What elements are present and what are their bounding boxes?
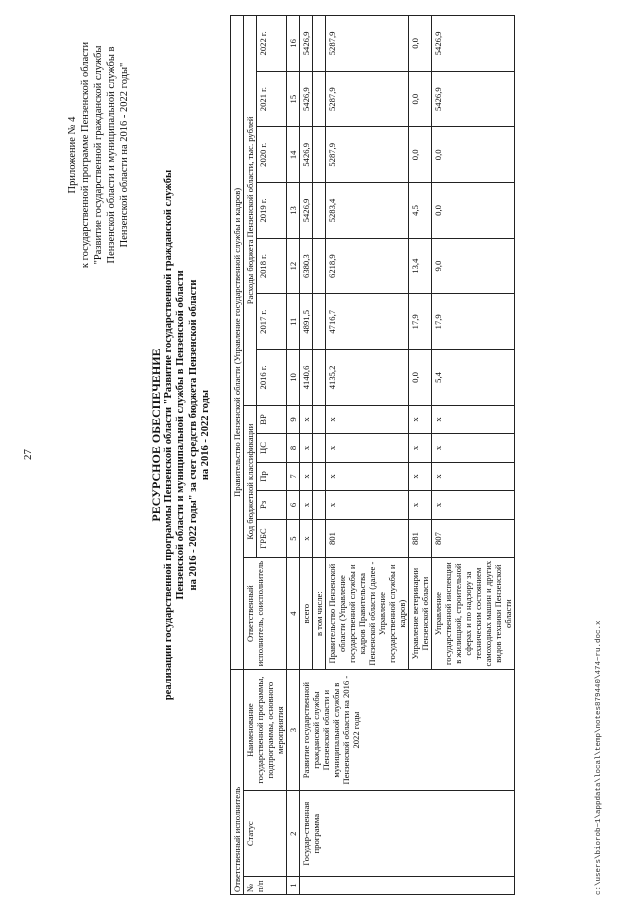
column-number: 12 [287,238,300,294]
title-line-2: Пензенской области и муниципальной службы в Пензенской области [175,270,186,600]
appendix-line-4: Пензенской области на 2016 - 2022 годы" [119,62,130,248]
column-number: 7 [287,462,300,490]
executor-cell: всего [300,558,313,669]
column-number-row [287,16,300,895]
column-number: 11 [287,294,300,350]
value-cell: 0,0 [432,183,515,239]
grbs-cell: x [300,519,313,558]
document-title [150,115,213,755]
value-cell: 5283,4 [326,183,409,239]
executor-value: Правительство Пензенской области (Управление государственной службы и кадров) [231,16,244,670]
grbs-cell: 881 [409,519,432,558]
header-budget-code: Код бюджетной классификации [244,405,257,558]
header-status: Статус [244,791,287,876]
grbs-cell: 807 [432,519,515,558]
value-cell [313,71,326,127]
title-line-4: на 2016 - 2022 годы [200,389,211,481]
value-cell: 4891,5 [300,294,313,350]
header-year: 2019 г. [257,183,287,239]
grbs-cell: 801 [326,519,409,558]
executor-cell: Правительство Пензенской области (Управление государственной службы и кадров Правительства Пензенской области (далее - Управление государственной службы и кадров) [326,558,409,669]
value-cell: 5426,9 [300,16,313,72]
executor-cell: Управление государственной инспекции в жилищной, строительной сферах и по надзору за техническим состоянием самоходных машин и других видов техники Пензенской области [432,558,515,669]
value-cell: 4,5 [409,183,432,239]
value-cell: 17,9 [409,294,432,350]
value-cell: 5426,9 [300,183,313,239]
column-number: 1 [287,876,300,894]
value-cell [313,238,326,294]
column-number: 2 [287,791,300,876]
header-row-executor [231,16,244,895]
cs-cell: x [432,434,515,462]
appendix-line-1: к государственной программе Пензенской области [80,41,91,269]
header-expenses: Расходы бюджета Пензенской области, тыс. рублей [244,16,257,406]
vr-cell: x [409,405,432,433]
column-number: 5 [287,519,300,558]
header-grbs: ГРБС [257,519,287,558]
header-row-1 [244,16,257,895]
value-cell: 5287,9 [326,127,409,183]
table-row [300,16,313,895]
value-cell: 0,0 [409,350,432,406]
value-cell: 4140,6 [300,350,313,406]
pr-cell: x [326,462,409,490]
column-number: 6 [287,491,300,519]
header-rz: Рз [257,491,287,519]
title-line-1: реализации государственной программы Пензенской области "Развитие государственной гражданской службы [162,169,174,701]
grbs-cell [313,519,326,558]
value-cell: 5287,9 [326,71,409,127]
row-number [300,876,515,894]
value-cell: 6380,3 [300,238,313,294]
value-cell [313,127,326,183]
column-number: 10 [287,350,300,406]
value-cell: 4716,7 [326,294,409,350]
header-year: 2018 г. [257,238,287,294]
value-cell: 0,0 [409,127,432,183]
value-cell: 5426,9 [300,127,313,183]
value-cell: 5426,9 [432,71,515,127]
header-year: 2017 г. [257,294,287,350]
cs-cell: x [300,434,313,462]
value-cell: 4135,2 [326,350,409,406]
header-year: 2022 г. [257,16,287,72]
vr-cell: x [300,405,313,433]
vr-cell [313,405,326,433]
executor-cell: Управление ветеринарии Пензенской области [409,558,432,669]
cs-cell [313,434,326,462]
file-path-footer: c:\users\biorob~1\appdata\local\temp\notes879440\474~ru.doc.x [595,620,603,895]
page-number: 27 [22,449,34,460]
title-heading: РЕСУРСНОЕ ОБЕСПЕЧЕНИЕ [149,348,163,522]
value-cell: 6218,9 [326,238,409,294]
program-name: Развитие государственной гражданской службы Пензенской области и муниципальной службы в Пензенской области на 2016 - 2022 годы [300,669,515,791]
value-cell: 17,9 [432,294,515,350]
value-cell: 0,0 [409,16,432,72]
value-cell [313,350,326,406]
header-vr: ВР [257,405,287,433]
value-cell: 5,4 [432,350,515,406]
rz-cell: x [300,491,313,519]
header-num: № п/п [244,876,287,894]
value-cell: 0,0 [432,127,515,183]
rz-cell: x [409,491,432,519]
header-year: 2016 г. [257,350,287,406]
appendix-line-3: Пензенской области и муниципальной службы в [106,46,117,264]
title-line-3: на 2016 - 2022 годы" за счет средств бюджета Пензенской области [187,279,199,591]
header-year: 2021 г. [257,71,287,127]
column-number: 3 [287,669,300,791]
value-cell: 5426,9 [432,16,515,72]
value-cell: 5426,9 [300,71,313,127]
value-cell [313,294,326,350]
column-number: 4 [287,558,300,669]
header-cs: ЦС [257,434,287,462]
column-number: 15 [287,71,300,127]
executor-label: Ответственный исполнитель [231,669,244,894]
executor-cell: в том числе: [313,558,326,669]
rz-cell [313,491,326,519]
resource-table [230,15,515,895]
vr-cell: x [432,405,515,433]
column-number: 14 [287,127,300,183]
cs-cell: x [326,434,409,462]
value-cell [313,16,326,72]
appendix-label: Приложение № 4 [67,116,78,194]
value-cell: 0,0 [409,71,432,127]
appendix-line-2: "Развитие государственной гражданской службы [93,45,104,265]
pr-cell: x [432,462,515,490]
rz-cell: x [326,491,409,519]
appendix-header [66,5,131,305]
header-year: 2020 г. [257,127,287,183]
header-executor: Ответственный исполнитель, соисполнитель [244,558,287,669]
header-pr: Пр [257,462,287,490]
column-number: 8 [287,434,300,462]
pr-cell: x [300,462,313,490]
value-cell: 5287,9 [326,16,409,72]
value-cell: 13,4 [409,238,432,294]
cs-cell: x [409,434,432,462]
header-name: Наименование государственной программы, подпрограммы, основного мероприятия [244,669,287,791]
vr-cell: x [326,405,409,433]
program-status: Государ-ственная программа [300,791,515,876]
value-cell: 9,0 [432,238,515,294]
rz-cell: x [432,491,515,519]
pr-cell: x [409,462,432,490]
pr-cell [313,462,326,490]
column-number: 16 [287,16,300,72]
column-number: 13 [287,183,300,239]
value-cell [313,183,326,239]
column-number: 9 [287,405,300,433]
